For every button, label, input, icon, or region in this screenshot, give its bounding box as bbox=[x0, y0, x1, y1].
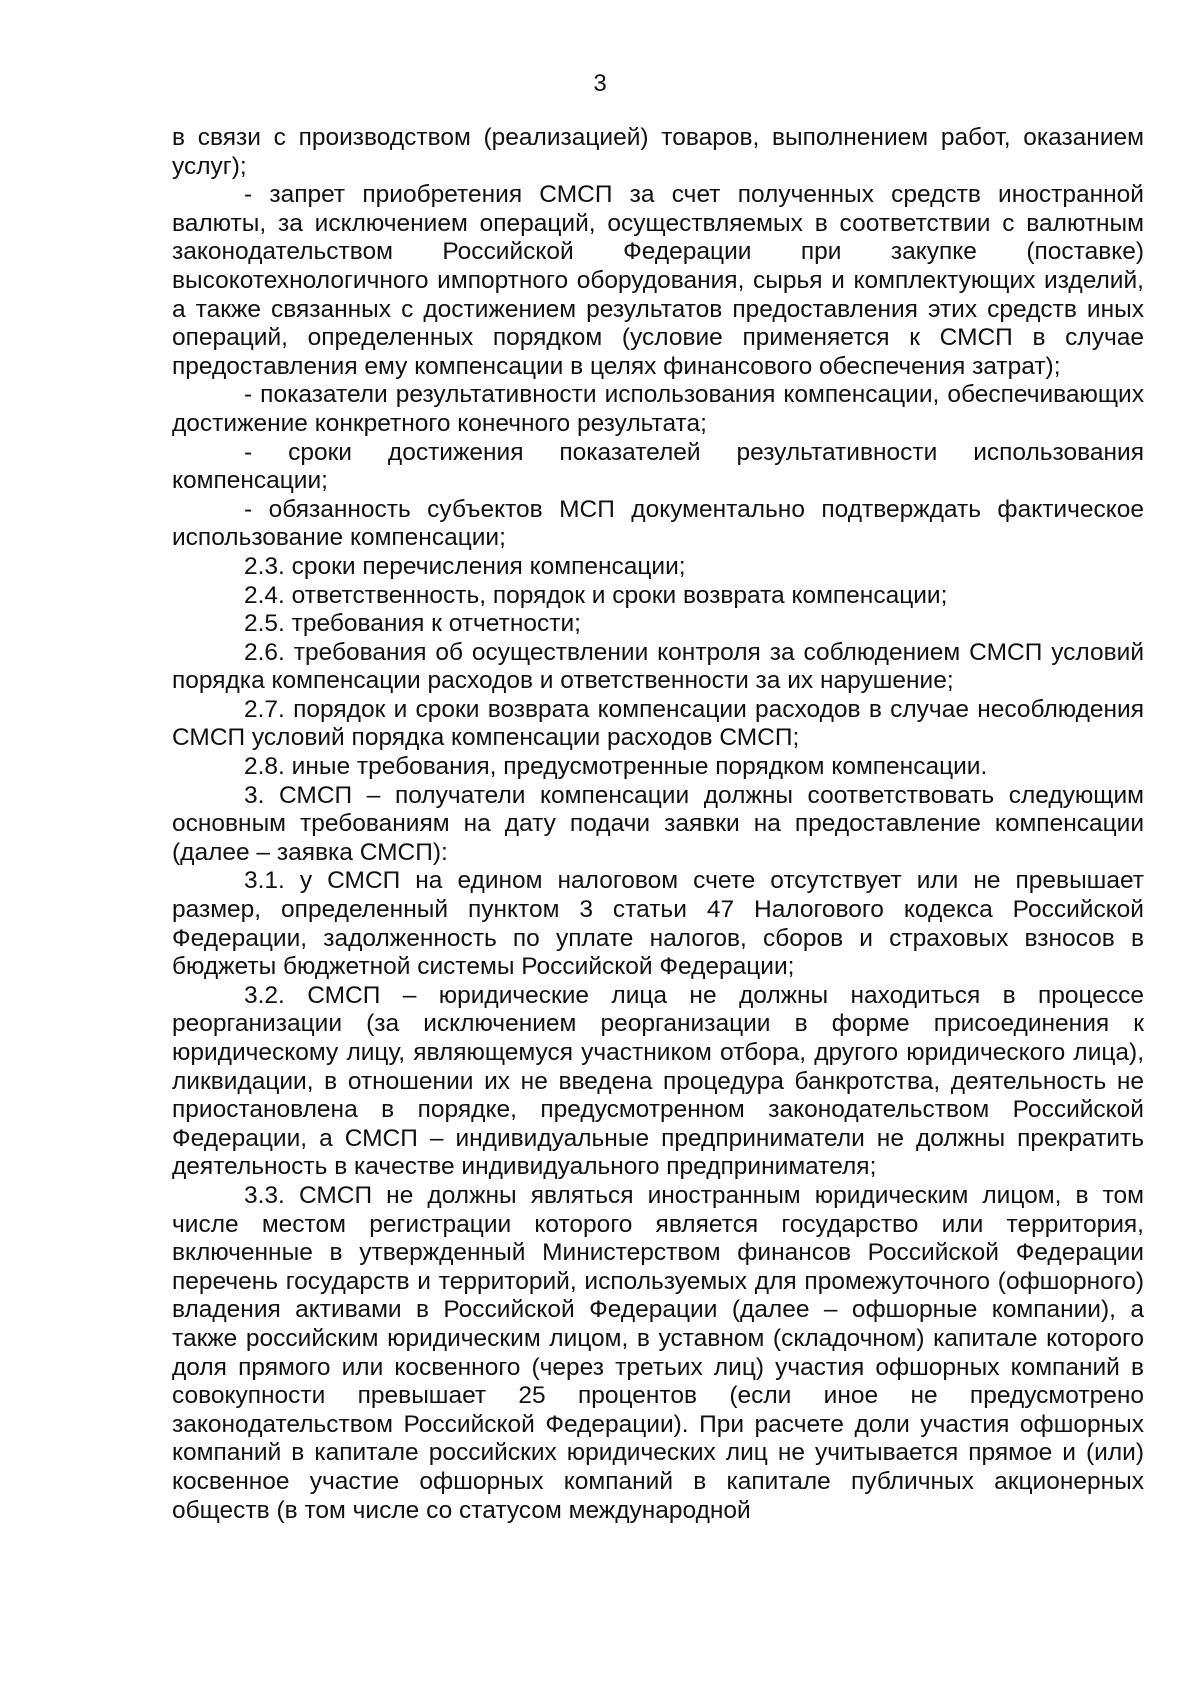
paragraph-item-3-2: 3.2. СМСП – юридические лица не должны находиться в процессе реорганизации (за исключением реорганизации в форме присоединения к юридическому лицу, являющемуся участником отбора, другого юридического лица), ликвидации, в отношении их не введена процедура банкротства, деятельность не приостановлена в порядке, предусмотренном законодательством Российской Федерации, а СМСП – индивидуальные предприниматели не должны прекратить деятельность в качестве индивидуального предпринимателя; bbox=[172, 981, 1144, 1181]
paragraph-item-2-8: 2.8. иные требования, предусмотренные порядком компенсации. bbox=[244, 753, 988, 781]
paragraph-item-2-7: 2.7. порядок и сроки возврата компенсации расходов в случае несоблюдения СМСП условий порядка компенсации расходов СМСП; bbox=[172, 695, 1144, 752]
paragraph-item-2-4: 2.4. ответственность, порядок и сроки возврата компенсации; bbox=[244, 581, 948, 609]
page-number: 3 bbox=[593, 70, 607, 97]
paragraph-item-2-5: 2.5. требования к отчетности; bbox=[244, 610, 581, 638]
paragraph-continuation: в связи с производством (реализацией) товаров, выполнением работ, оказанием услуг); bbox=[172, 124, 1144, 180]
document-body bbox=[172, 124, 1144, 1525]
paragraph-performance-indicators: - показатели результативности использования компенсации, обеспечивающих достижение конкретного конечного результата; bbox=[172, 381, 1144, 437]
paragraph-item-3: 3. СМСП – получатели компенсации должны соответствовать следующим основным требованиям на дату подачи заявки на предоставление компенсации (далее – заявка СМСП): bbox=[172, 781, 1144, 866]
paragraph-item-3-1: 3.1. у СМСП на едином налоговом счете отсутствует или не превышает размер, определенный пунктом 3 статьи 47 Налогового кодекса Российской Федерации, задолженность по уплате налогов, сборов и страховых взносов в бюджеты бюджетной системы Российской Федерации; bbox=[172, 867, 1144, 981]
paragraph-item-3-3: 3.3. СМСП не должны являться иностранным юридическим лицом, в том числе местом регистрации которого является государство или территория, включенные в утвержденный Министерством финансов Российской Федерации перечень государств и территорий, используемых для промежуточного (офшорного) владения активами в Российской Федерации (далее – офшорные компании), а также российским юридическим лицом, в уставном (складочном) капитале которого доля прямого или косвенного (через третьих лиц) участия офшорных компаний в совокупности превышает 25 процентов (если иное не предусмотрено законодательством Российской Федерации). При расчете доли участия офшорных компаний в капитале российских юридических лиц не учитывается прямое и (или) косвенное участие офшорных компаний в капитале публичных акционерных обществ (в том числе со статусом международной bbox=[172, 1181, 1144, 1524]
paragraph-item-2-6: 2.6. требования об осуществлении контроля за соблюдением СМСП условий порядка компенсации расходов и ответственности за их нарушение; bbox=[172, 638, 1144, 695]
paragraph-currency-ban: - запрет приобретения СМСП за счет полученных средств иностранной валюты, за исключением операций, осуществляемых в соответствии с валютным законодательством Российской Федерации при закупке (поставке) высокотехнологичного импортного оборудования, сырья и комплектующих изделий, а также связанных с достижением результатов предоставления этих средств иных операций, определенных порядком (условие применяется к СМСП в случае предоставления ему компенсации в целях финансового обеспечения затрат); bbox=[172, 181, 1144, 380]
paragraph-item-2-3: 2.3. сроки перечисления компенсации; bbox=[244, 552, 686, 580]
paragraph-documentary-confirmation: - обязанность субъектов МСП документально подтверждать фактическое использование компенсации; bbox=[172, 495, 1144, 552]
paragraph-indicator-deadlines: - сроки достижения показателей результативности использования компенсации; bbox=[172, 438, 1144, 495]
